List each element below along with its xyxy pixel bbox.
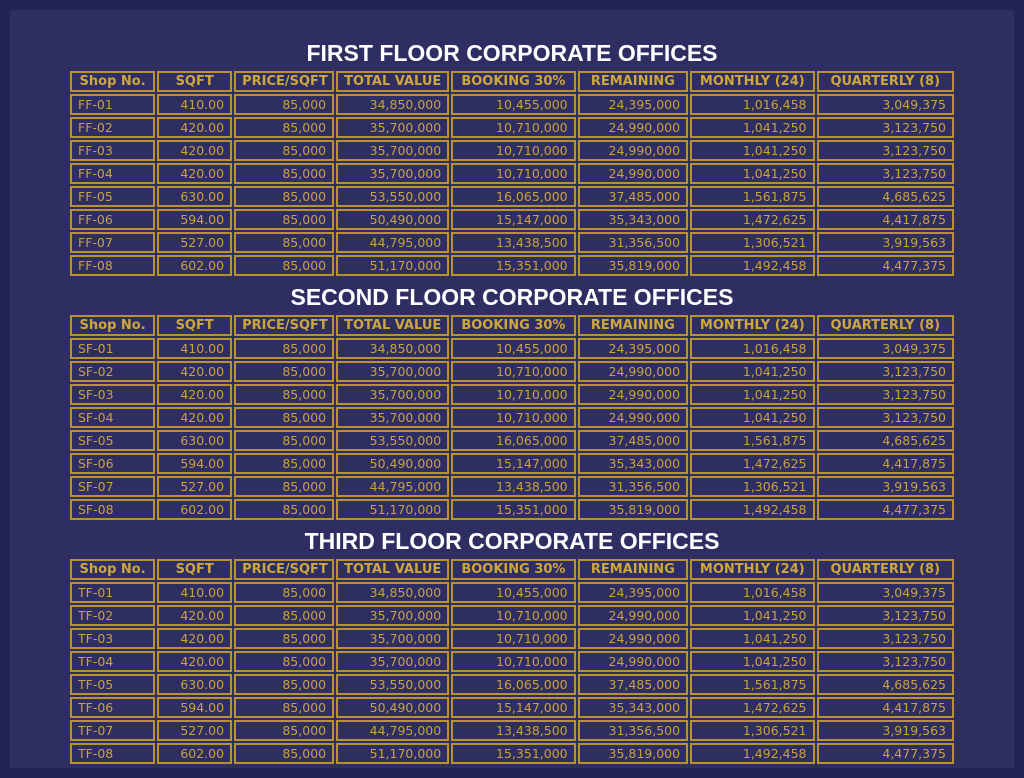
cell-value: 1,041,250 [690, 163, 814, 184]
cell-value: 420.00 [157, 361, 232, 382]
cell-value: 4,417,875 [817, 209, 955, 230]
table-row [70, 361, 954, 382]
table-row [70, 651, 954, 672]
cell-value: 13,438,500 [451, 476, 575, 497]
cell-shop-no: TF-04 [70, 651, 155, 672]
cell-value: 85,000 [234, 209, 334, 230]
cell-value: 1,561,875 [690, 186, 814, 207]
cell-value: 35,700,000 [336, 384, 449, 405]
cell-value: 24,395,000 [578, 94, 688, 115]
column-header: MONTHLY (24) [690, 315, 814, 336]
cell-value: 527.00 [157, 476, 232, 497]
cell-value: 35,343,000 [578, 453, 688, 474]
cell-value: 50,490,000 [336, 697, 449, 718]
floor-section [68, 528, 956, 766]
cell-value: 24,990,000 [578, 163, 688, 184]
cell-value: 13,438,500 [451, 232, 575, 253]
cell-shop-no: TF-07 [70, 720, 155, 741]
cell-value: 10,710,000 [451, 651, 575, 672]
cell-value: 1,041,250 [690, 117, 814, 138]
cell-value: 15,351,000 [451, 255, 575, 276]
column-header: QUARTERLY (8) [817, 71, 955, 92]
cell-value: 51,170,000 [336, 499, 449, 520]
table-row [70, 186, 954, 207]
column-header: SQFT [157, 559, 232, 580]
cell-value: 3,123,750 [817, 628, 955, 649]
cell-value: 24,990,000 [578, 407, 688, 428]
cell-value: 4,685,625 [817, 674, 955, 695]
cell-value: 1,472,625 [690, 453, 814, 474]
cell-shop-no: TF-03 [70, 628, 155, 649]
cell-value: 10,455,000 [451, 94, 575, 115]
header-row [70, 315, 954, 336]
cell-value: 85,000 [234, 255, 334, 276]
table-row [70, 338, 954, 359]
cell-shop-no: SF-04 [70, 407, 155, 428]
column-header: SQFT [157, 71, 232, 92]
cell-value: 3,123,750 [817, 651, 955, 672]
cell-value: 50,490,000 [336, 209, 449, 230]
column-header: MONTHLY (24) [690, 71, 814, 92]
cell-value: 410.00 [157, 582, 232, 603]
cell-value: 602.00 [157, 743, 232, 764]
cell-value: 24,990,000 [578, 628, 688, 649]
cell-value: 3,123,750 [817, 140, 955, 161]
cell-value: 15,147,000 [451, 697, 575, 718]
table-row [70, 743, 954, 764]
cell-value: 594.00 [157, 453, 232, 474]
cell-value: 527.00 [157, 232, 232, 253]
column-header: PRICE/SQFT [234, 559, 334, 580]
table-row [70, 255, 954, 276]
cell-value: 10,710,000 [451, 140, 575, 161]
cell-value: 35,700,000 [336, 361, 449, 382]
cell-value: 410.00 [157, 94, 232, 115]
cell-value: 85,000 [234, 338, 334, 359]
cell-value: 85,000 [234, 117, 334, 138]
cell-value: 420.00 [157, 651, 232, 672]
column-header: TOTAL VALUE [336, 315, 449, 336]
cell-value: 630.00 [157, 430, 232, 451]
cell-value: 37,485,000 [578, 430, 688, 451]
floor-section [68, 40, 956, 278]
cell-value: 85,000 [234, 651, 334, 672]
cell-value: 85,000 [234, 697, 334, 718]
cell-value: 85,000 [234, 743, 334, 764]
cell-value: 630.00 [157, 186, 232, 207]
cell-value: 51,170,000 [336, 255, 449, 276]
cell-shop-no: TF-06 [70, 697, 155, 718]
cell-shop-no: TF-08 [70, 743, 155, 764]
cell-value: 85,000 [234, 628, 334, 649]
cell-value: 420.00 [157, 605, 232, 626]
table-row [70, 407, 954, 428]
cell-shop-no: FF-04 [70, 163, 155, 184]
cell-value: 4,417,875 [817, 453, 955, 474]
cell-value: 44,795,000 [336, 476, 449, 497]
cell-value: 53,550,000 [336, 430, 449, 451]
table-row [70, 209, 954, 230]
column-header: TOTAL VALUE [336, 559, 449, 580]
table-row [70, 476, 954, 497]
cell-value: 3,123,750 [817, 605, 955, 626]
cell-value: 420.00 [157, 384, 232, 405]
cell-value: 3,123,750 [817, 384, 955, 405]
cell-value: 24,990,000 [578, 605, 688, 626]
column-header: BOOKING 30% [451, 315, 575, 336]
column-header: TOTAL VALUE [336, 71, 449, 92]
cell-value: 35,819,000 [578, 499, 688, 520]
cell-value: 85,000 [234, 232, 334, 253]
cell-shop-no: SF-08 [70, 499, 155, 520]
table-row [70, 628, 954, 649]
cell-value: 15,147,000 [451, 209, 575, 230]
cell-value: 35,343,000 [578, 697, 688, 718]
cell-value: 31,356,500 [578, 232, 688, 253]
cell-value: 35,700,000 [336, 117, 449, 138]
cell-shop-no: FF-03 [70, 140, 155, 161]
cell-value: 35,819,000 [578, 255, 688, 276]
cell-value: 35,700,000 [336, 605, 449, 626]
cell-value: 602.00 [157, 499, 232, 520]
cell-value: 85,000 [234, 605, 334, 626]
cell-value: 3,123,750 [817, 407, 955, 428]
cell-value: 3,919,563 [817, 232, 955, 253]
cell-value: 4,477,375 [817, 743, 955, 764]
cell-value: 1,016,458 [690, 94, 814, 115]
cell-value: 4,685,625 [817, 430, 955, 451]
cell-value: 420.00 [157, 628, 232, 649]
cell-shop-no: TF-01 [70, 582, 155, 603]
cell-value: 527.00 [157, 720, 232, 741]
table-row [70, 605, 954, 626]
table-row [70, 232, 954, 253]
cell-value: 1,492,458 [690, 743, 814, 764]
cell-value: 35,700,000 [336, 628, 449, 649]
cell-value: 3,123,750 [817, 361, 955, 382]
cell-value: 15,351,000 [451, 499, 575, 520]
cell-shop-no: TF-05 [70, 674, 155, 695]
cell-value: 1,041,250 [690, 628, 814, 649]
cell-value: 50,490,000 [336, 453, 449, 474]
cell-value: 85,000 [234, 674, 334, 695]
cell-value: 15,147,000 [451, 453, 575, 474]
column-header: QUARTERLY (8) [817, 559, 955, 580]
cell-value: 53,550,000 [336, 674, 449, 695]
cell-value: 85,000 [234, 186, 334, 207]
table-row [70, 582, 954, 603]
cell-value: 85,000 [234, 163, 334, 184]
cell-value: 24,395,000 [578, 338, 688, 359]
table-row [70, 163, 954, 184]
section-title: FIRST FLOOR CORPORATE OFFICES [306, 40, 718, 66]
cell-value: 10,710,000 [451, 605, 575, 626]
cell-value: 85,000 [234, 384, 334, 405]
cell-value: 35,700,000 [336, 407, 449, 428]
cell-value: 24,990,000 [578, 117, 688, 138]
cell-value: 10,710,000 [451, 117, 575, 138]
table-row [70, 430, 954, 451]
cell-value: 420.00 [157, 407, 232, 428]
cell-value: 602.00 [157, 255, 232, 276]
cell-value: 85,000 [234, 720, 334, 741]
pricing-sheet [10, 10, 1014, 768]
cell-value: 4,685,625 [817, 186, 955, 207]
cell-value: 3,049,375 [817, 94, 955, 115]
column-header: Shop No. [70, 559, 155, 580]
cell-value: 1,041,250 [690, 140, 814, 161]
table-row [70, 94, 954, 115]
cell-value: 51,170,000 [336, 743, 449, 764]
cell-value: 10,710,000 [451, 384, 575, 405]
cell-value: 85,000 [234, 94, 334, 115]
cell-value: 10,455,000 [451, 582, 575, 603]
cell-value: 35,819,000 [578, 743, 688, 764]
cell-value: 3,919,563 [817, 476, 955, 497]
cell-value: 3,049,375 [817, 582, 955, 603]
cell-value: 1,041,250 [690, 361, 814, 382]
cell-value: 85,000 [234, 140, 334, 161]
cell-value: 420.00 [157, 140, 232, 161]
cell-value: 85,000 [234, 430, 334, 451]
column-header: REMAINING [578, 315, 688, 336]
section-title: THIRD FLOOR CORPORATE OFFICES [304, 528, 720, 554]
table-row [70, 140, 954, 161]
cell-shop-no: FF-01 [70, 94, 155, 115]
cell-value: 4,477,375 [817, 499, 955, 520]
cell-value: 1,016,458 [690, 338, 814, 359]
cell-value: 1,561,875 [690, 430, 814, 451]
cell-value: 1,306,521 [690, 720, 814, 741]
cell-value: 35,700,000 [336, 163, 449, 184]
cell-value: 31,356,500 [578, 720, 688, 741]
cell-value: 10,455,000 [451, 338, 575, 359]
cell-value: 1,016,458 [690, 582, 814, 603]
cell-value: 4,477,375 [817, 255, 955, 276]
cell-value: 35,700,000 [336, 140, 449, 161]
cell-value: 1,041,250 [690, 384, 814, 405]
column-header: Shop No. [70, 71, 155, 92]
cell-value: 35,700,000 [336, 651, 449, 672]
cell-value: 1,041,250 [690, 407, 814, 428]
cell-value: 3,919,563 [817, 720, 955, 741]
column-header: MONTHLY (24) [690, 559, 814, 580]
cell-value: 34,850,000 [336, 582, 449, 603]
cell-value: 44,795,000 [336, 720, 449, 741]
cell-value: 594.00 [157, 209, 232, 230]
cell-value: 37,485,000 [578, 674, 688, 695]
cell-shop-no: SF-05 [70, 430, 155, 451]
cell-shop-no: SF-03 [70, 384, 155, 405]
cell-value: 53,550,000 [336, 186, 449, 207]
table-row [70, 674, 954, 695]
cell-value: 10,710,000 [451, 407, 575, 428]
cell-value: 37,485,000 [578, 186, 688, 207]
cell-value: 31,356,500 [578, 476, 688, 497]
column-header: QUARTERLY (8) [817, 315, 955, 336]
header-row [70, 559, 954, 580]
cell-value: 594.00 [157, 697, 232, 718]
cell-value: 24,990,000 [578, 361, 688, 382]
cell-shop-no: SF-02 [70, 361, 155, 382]
cell-value: 4,417,875 [817, 697, 955, 718]
cell-value: 1,472,625 [690, 209, 814, 230]
column-header: BOOKING 30% [451, 71, 575, 92]
cell-value: 1,561,875 [690, 674, 814, 695]
cell-value: 1,472,625 [690, 697, 814, 718]
cell-shop-no: FF-07 [70, 232, 155, 253]
cell-value: 34,850,000 [336, 338, 449, 359]
cell-value: 1,306,521 [690, 232, 814, 253]
cell-value: 85,000 [234, 407, 334, 428]
column-header: REMAINING [578, 71, 688, 92]
column-header: PRICE/SQFT [234, 71, 334, 92]
cell-value: 420.00 [157, 117, 232, 138]
cell-value: 410.00 [157, 338, 232, 359]
column-header: BOOKING 30% [451, 559, 575, 580]
cell-shop-no: SF-01 [70, 338, 155, 359]
cell-value: 10,710,000 [451, 163, 575, 184]
cell-value: 3,049,375 [817, 338, 955, 359]
floor-section [68, 284, 956, 522]
cell-shop-no: TF-02 [70, 605, 155, 626]
cell-value: 34,850,000 [336, 94, 449, 115]
cell-value: 24,990,000 [578, 384, 688, 405]
cell-shop-no: FF-05 [70, 186, 155, 207]
table-row [70, 117, 954, 138]
cell-value: 1,306,521 [690, 476, 814, 497]
price-table [68, 557, 956, 766]
header-row [70, 71, 954, 92]
column-header: Shop No. [70, 315, 155, 336]
cell-shop-no: SF-07 [70, 476, 155, 497]
column-header: REMAINING [578, 559, 688, 580]
cell-shop-no: SF-06 [70, 453, 155, 474]
table-row [70, 720, 954, 741]
cell-shop-no: FF-06 [70, 209, 155, 230]
table-row [70, 697, 954, 718]
cell-value: 85,000 [234, 453, 334, 474]
cell-value: 16,065,000 [451, 186, 575, 207]
section-title: SECOND FLOOR CORPORATE OFFICES [290, 284, 734, 310]
cell-value: 24,990,000 [578, 651, 688, 672]
table-row [70, 453, 954, 474]
cell-value: 15,351,000 [451, 743, 575, 764]
cell-value: 630.00 [157, 674, 232, 695]
cell-value: 13,438,500 [451, 720, 575, 741]
cell-value: 1,041,250 [690, 651, 814, 672]
cell-value: 85,000 [234, 361, 334, 382]
cell-value: 1,041,250 [690, 605, 814, 626]
column-header: PRICE/SQFT [234, 315, 334, 336]
table-row [70, 499, 954, 520]
cell-value: 420.00 [157, 163, 232, 184]
cell-value: 3,123,750 [817, 163, 955, 184]
column-header: SQFT [157, 315, 232, 336]
table-row [70, 384, 954, 405]
cell-shop-no: FF-02 [70, 117, 155, 138]
cell-value: 35,343,000 [578, 209, 688, 230]
cell-value: 24,990,000 [578, 140, 688, 161]
price-table [68, 313, 956, 522]
floor-sections [10, 40, 1014, 766]
cell-value: 44,795,000 [336, 232, 449, 253]
cell-value: 3,123,750 [817, 117, 955, 138]
cell-value: 16,065,000 [451, 430, 575, 451]
cell-value: 16,065,000 [451, 674, 575, 695]
cell-value: 10,710,000 [451, 361, 575, 382]
cell-value: 24,395,000 [578, 582, 688, 603]
cell-value: 1,492,458 [690, 255, 814, 276]
cell-value: 85,000 [234, 582, 334, 603]
cell-value: 1,492,458 [690, 499, 814, 520]
cell-value: 85,000 [234, 499, 334, 520]
cell-shop-no: FF-08 [70, 255, 155, 276]
cell-value: 85,000 [234, 476, 334, 497]
cell-value: 10,710,000 [451, 628, 575, 649]
price-table [68, 69, 956, 278]
